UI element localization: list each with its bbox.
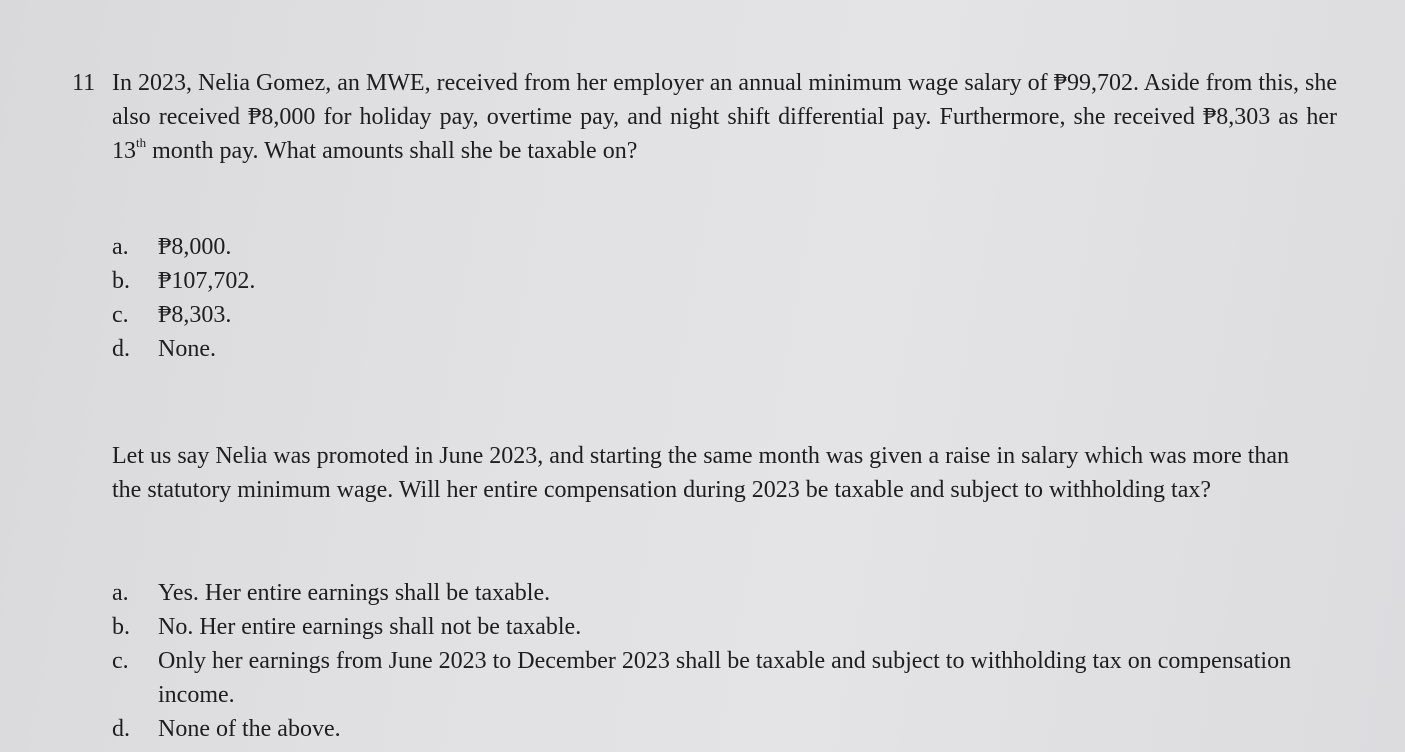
choice-d (112, 712, 1322, 746)
choice-d (112, 332, 255, 366)
question-11-choices (112, 230, 255, 366)
choice-letter: d. (112, 716, 130, 742)
choice-text: ₱107,702. (158, 268, 256, 294)
choice-text: None. (158, 336, 216, 362)
choice-text: Only her earnings from June 2023 to December 2023 shall be taxable and subject to withholding tax on compensation income. (158, 648, 1292, 708)
question-number: 11 (72, 70, 96, 96)
choice-text: ₱8,303. (158, 302, 232, 328)
choice-a (112, 576, 1322, 610)
choice-letter: b. (112, 614, 130, 640)
choice-a (112, 230, 255, 264)
question-text-part2: month pay. What amounts shall she be taxable on? (146, 138, 638, 164)
choice-b (112, 610, 1322, 644)
choice-c (112, 644, 1322, 712)
ordinal-superscript: th (136, 135, 147, 150)
choice-text: None of the above. (158, 716, 341, 742)
choice-text: Yes. Her entire earnings shall be taxable. (158, 580, 551, 606)
choice-letter: d. (112, 336, 130, 362)
choice-letter: a. (112, 234, 129, 260)
question-text-part1: In 2023, Nelia Gomez, an MWE, received from her employer an annual minimum wage salary of ₱99,702. Aside from this, she also received ₱8,000 for holiday pay, overtime pay, and night shift differential pay. Furthermore, she received ₱8,303 as her 13 (112, 70, 1338, 164)
question-11 (72, 66, 1337, 168)
question-2-text: Let us say Nelia was promoted in June 2023, and starting the same month was given a raise in salary which was more than the statutory minimum wage. Will her entire compensation during 2023 be taxable and subject to withholding tax? (112, 443, 1290, 503)
choice-c (112, 298, 255, 332)
choice-letter: a. (112, 580, 129, 606)
choice-letter: c. (112, 648, 129, 674)
choice-letter: c. (112, 302, 129, 328)
choice-letter: b. (112, 268, 130, 294)
choice-text: ₱8,000. (158, 234, 232, 260)
choice-b (112, 264, 255, 298)
question-text (112, 66, 1337, 168)
question-2-choices (112, 576, 1322, 746)
choice-text: No. Her entire earnings shall not be taxable. (158, 614, 582, 640)
